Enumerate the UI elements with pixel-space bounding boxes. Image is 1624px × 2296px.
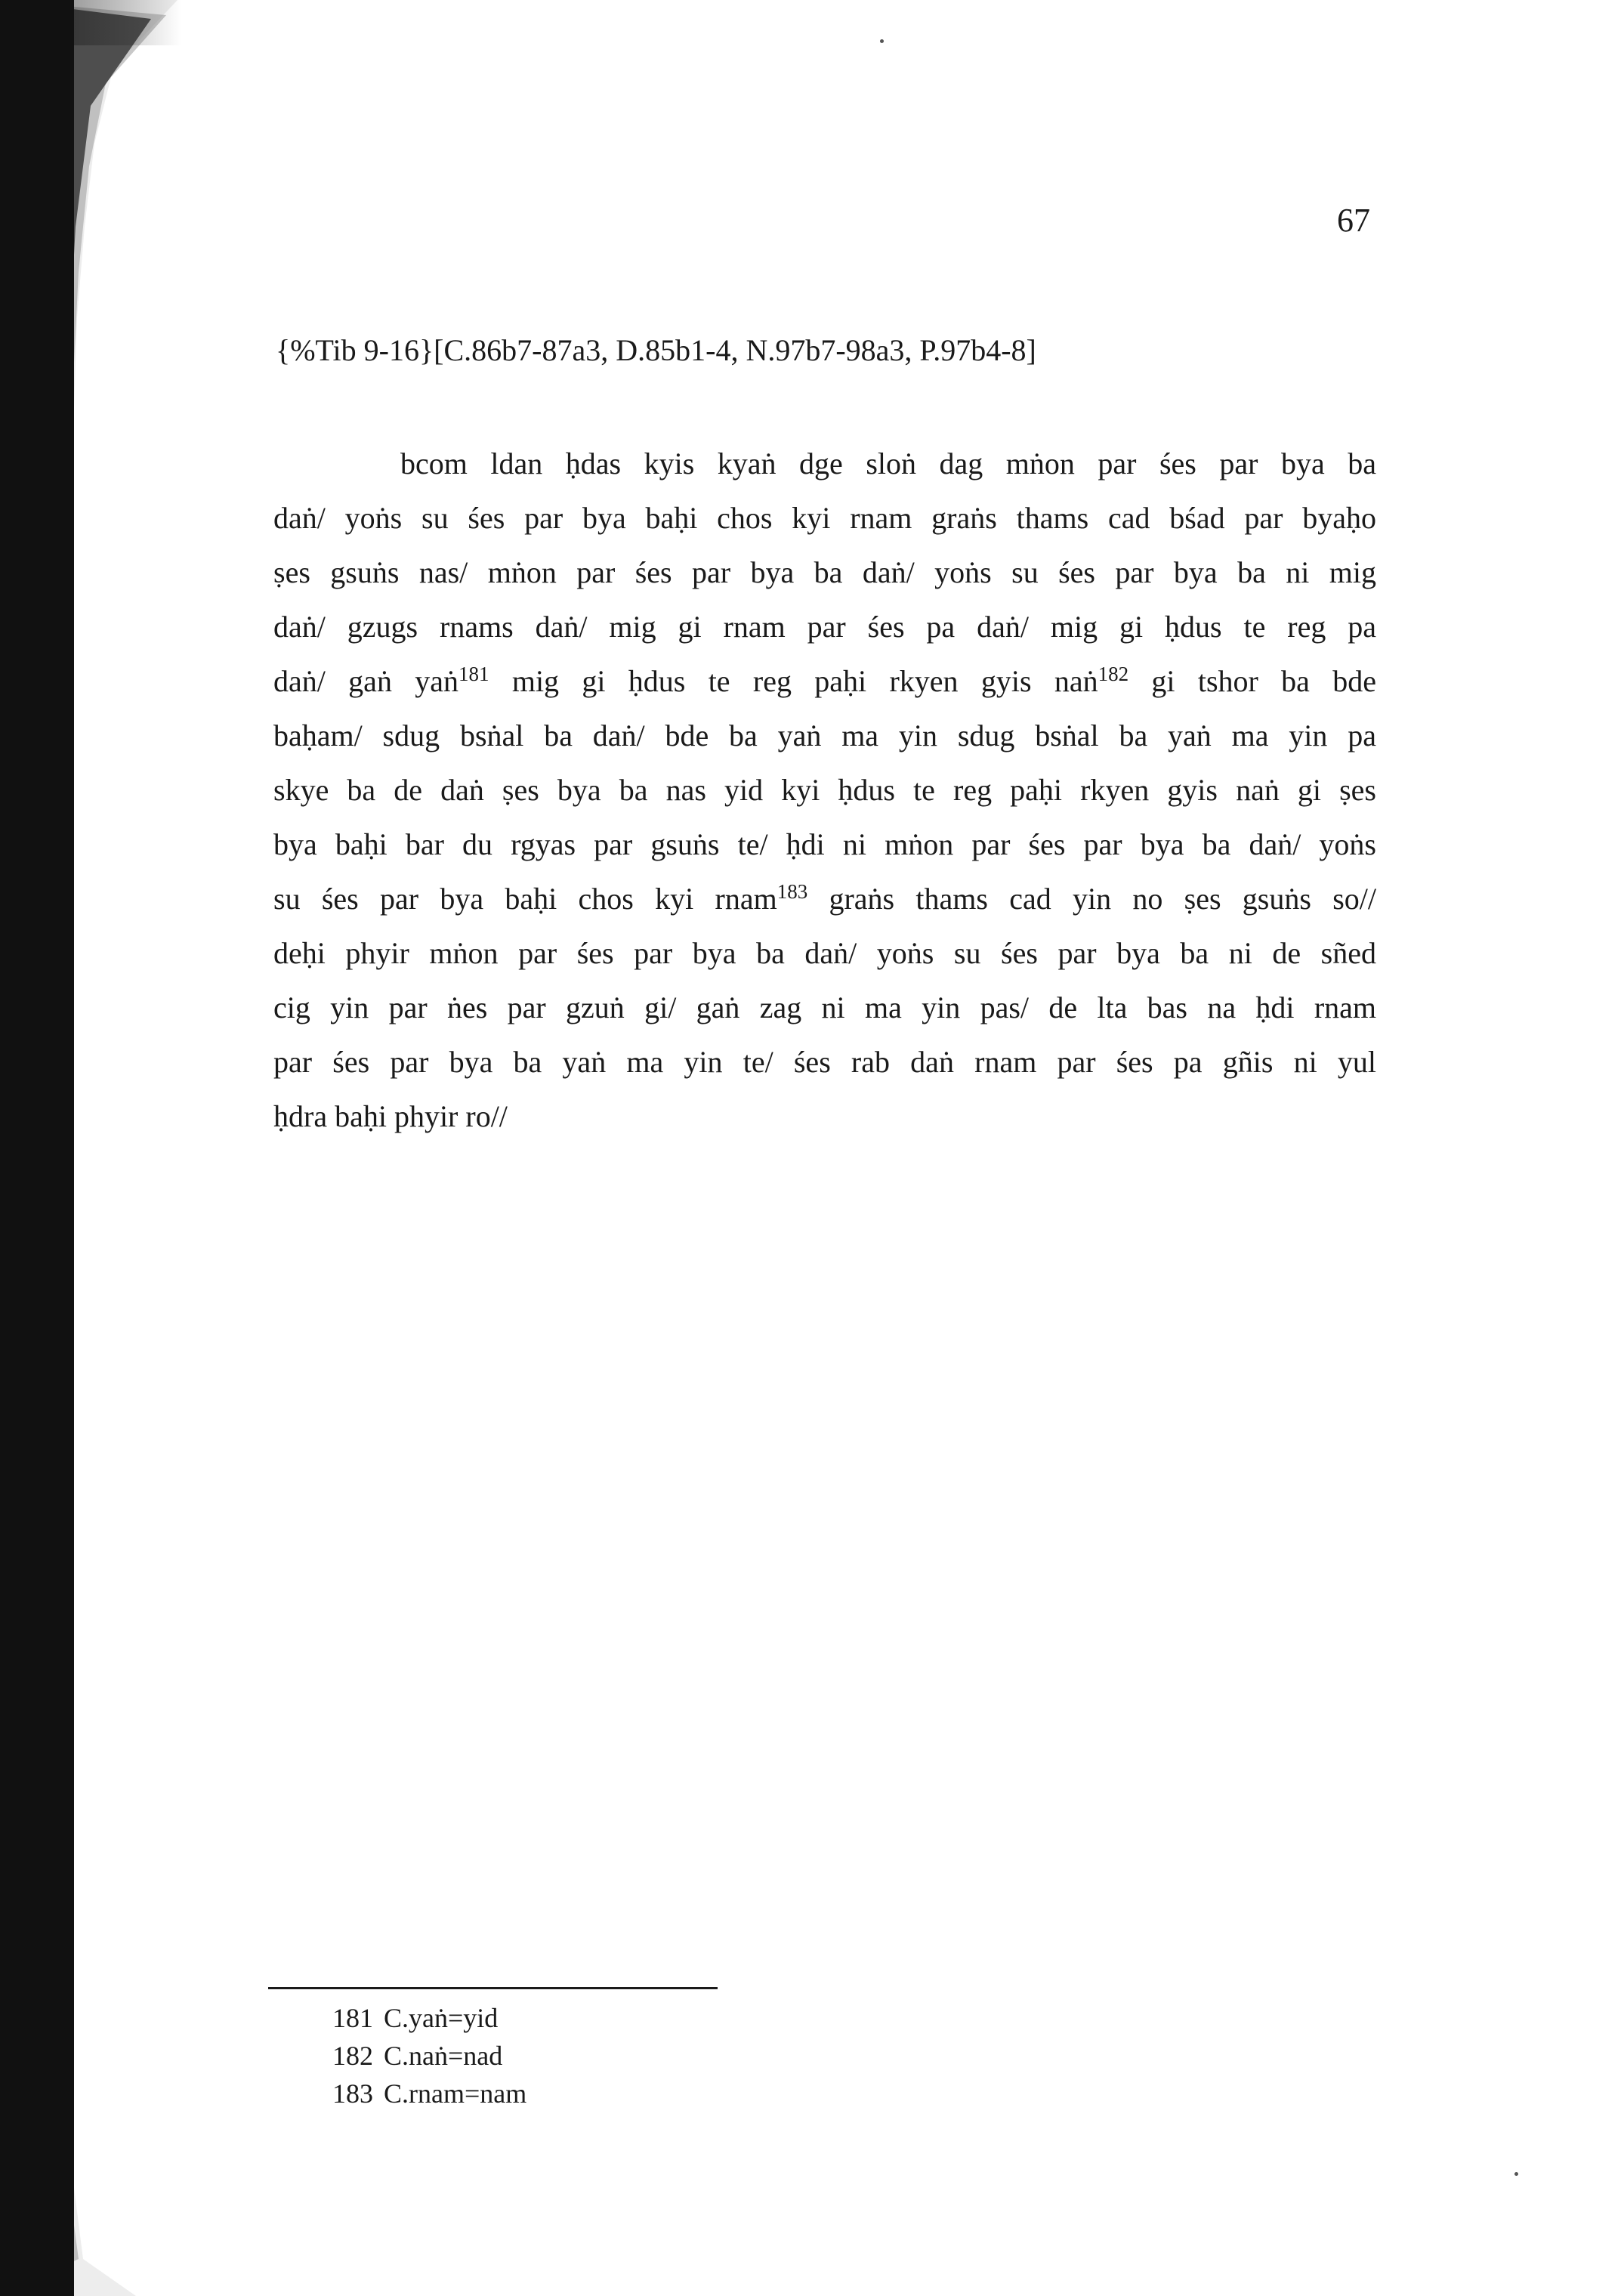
text-line — [273, 437, 1376, 491]
footnote-number: 181 — [332, 2003, 373, 2033]
text-line — [273, 491, 1376, 545]
footnote — [332, 1999, 526, 2037]
body-text — [273, 437, 1376, 1144]
text-line — [273, 817, 1376, 872]
footnotes — [332, 1999, 526, 2112]
text-segment: skye ba de daṅ ṣes bya ba nas yid kyi ḥdus te reg paḥi rkyen gyis naṅ gi ṣes — [273, 773, 1376, 807]
text-segment: ṣes gsuṅs nas/ mṅon par śes par bya ba daṅ/ yoṅs su śes par bya ba ni mig — [273, 555, 1376, 589]
footnote-divider — [268, 1987, 718, 1989]
text-segment: baḥam/ sdug bsṅal ba daṅ/ bde ba yaṅ ma yin sdug bsṅal ba yaṅ ma yin pa — [273, 718, 1376, 752]
text-segment: gi tshor ba bde — [1128, 664, 1377, 698]
text-segment: daṅ/ gaṅ yaṅ — [273, 664, 459, 698]
text-line — [273, 981, 1376, 1035]
text-line — [273, 1035, 1376, 1089]
text-segment: cig yin par ṅes par gzuṅ gi/ gaṅ zag ni ma yin pas/ de lta bas na ḥdi rnam — [273, 990, 1376, 1024]
footnote-text: C.yaṅ=yid — [384, 2003, 499, 2033]
text-line — [273, 545, 1376, 600]
text-segment: daṅ/ gzugs rnams daṅ/ mig gi rnam par śes pa daṅ/ mig gi ḥdus te reg pa — [273, 610, 1376, 644]
text-line — [273, 1089, 1376, 1144]
text-segment: mig gi ḥdus te reg paḥi rkyen gyis naṅ — [489, 664, 1098, 698]
footnote-reference: 181 — [458, 663, 489, 685]
footnote-text: C.rnam=nam — [384, 2078, 527, 2109]
footnote — [332, 2075, 526, 2112]
text-segment: bcom ldan ḥdas kyis kyaṅ dge sloṅ dag mṅon par śes par bya ba — [400, 447, 1376, 481]
text-line — [273, 654, 1376, 709]
section-reference-heading: {%Tib 9-16}[C.86b7-87a3, D.85b1-4, N.97b7-98a3, P.97b4-8] — [276, 333, 1036, 367]
text-segment: deḥi phyir mṅon par śes par bya ba daṅ/ yoṅs su śes par bya ba ni de sñed — [273, 936, 1376, 970]
text-line — [273, 872, 1376, 926]
text-line — [273, 600, 1376, 654]
text-line — [273, 926, 1376, 981]
text-segment: bya baḥi bar du rgyas par gsuṅs te/ ḥdi ni mṅon par śes par bya ba daṅ/ yoṅs — [273, 827, 1376, 861]
text-segment: par śes par bya ba yaṅ ma yin te/ śes rab daṅ rnam par śes pa gñis ni yul — [273, 1045, 1376, 1079]
footnote-reference: 183 — [776, 880, 808, 903]
scan-speck — [1514, 2172, 1518, 2176]
footnote-number: 183 — [332, 2078, 373, 2109]
scan-binding-edge — [0, 0, 181, 2296]
scan-speck — [880, 39, 884, 43]
footnote-text: C.naṅ=nad — [384, 2041, 503, 2071]
footnote-reference: 182 — [1098, 663, 1129, 685]
text-segment: daṅ/ yoṅs su śes par bya baḥi chos kyi rnam graṅs thams cad bśad par byaḥo — [273, 501, 1376, 535]
text-line — [273, 709, 1376, 763]
text-segment: su śes par bya baḥi chos kyi rnam — [273, 882, 777, 916]
text-line — [273, 763, 1376, 817]
footnote — [332, 2037, 526, 2075]
text-segment: ḥdra baḥi phyir ro// — [273, 1099, 508, 1133]
text-segment: graṅs thams cad yin no ṣes gsuṅs so// — [807, 882, 1376, 916]
footnote-number: 182 — [332, 2041, 373, 2071]
page-number: 67 — [1337, 202, 1370, 239]
